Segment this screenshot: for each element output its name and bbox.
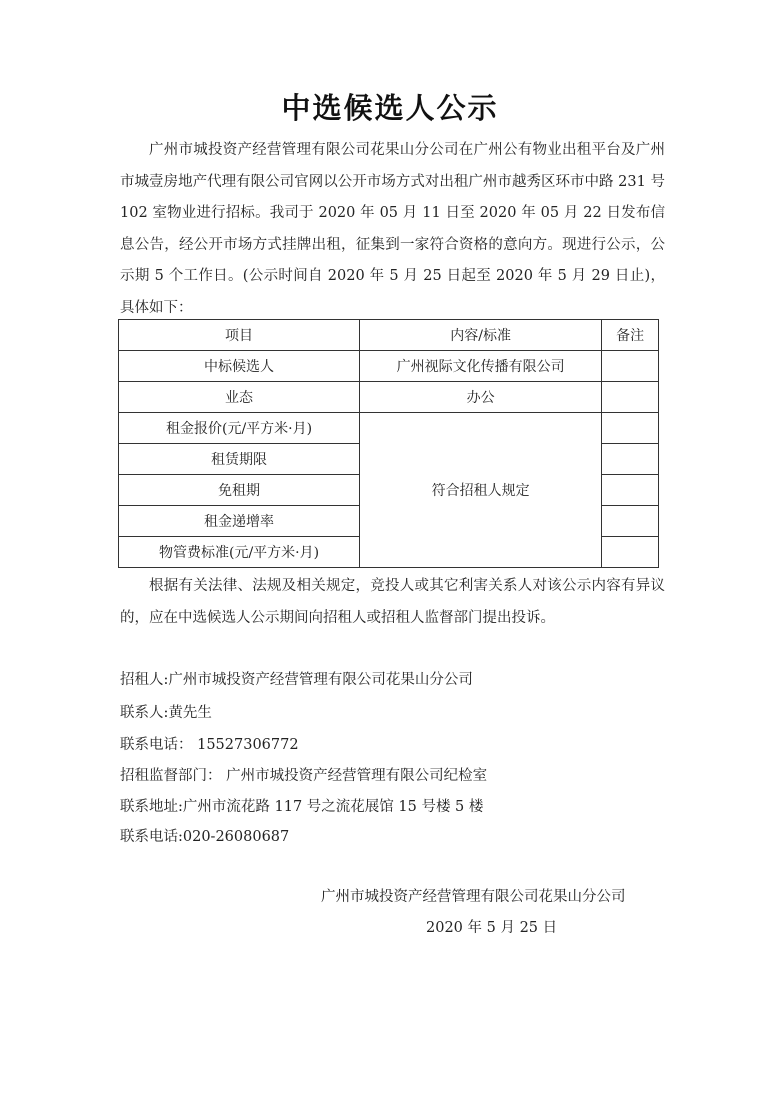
address-line: 联系地址:广州市流花路 117 号之流花展馆 15 号楼 5 楼 [120, 799, 484, 815]
header-item: 项目 [119, 320, 360, 351]
row-note [602, 413, 659, 444]
page-title: 中选候选人公示 [281, 91, 499, 125]
row-content: 广州视际文化传播有限公司 [360, 351, 602, 382]
row-note [602, 382, 659, 413]
row-item: 租金递增率 [119, 506, 360, 537]
row-note [602, 444, 659, 475]
signature-company: 广州市城投资产经营管理有限公司花果山分公司 [321, 889, 626, 905]
row-note [602, 475, 659, 506]
row-item: 免租期 [119, 475, 360, 506]
row-note [602, 506, 659, 537]
row-item: 中标候选人 [119, 351, 360, 382]
complaint-paragraph: 根据有关法律、法规及相关规定，竞投人或其它利害关系人对该公示内容有异议的，应在中选候选人公示期间向招租人或招租人监督部门提出投诉。 [120, 578, 665, 626]
supervisor-phone-line: 联系电话:020-26080687 [120, 829, 290, 845]
signature-date: 2020 年 5 月 25 日 [426, 920, 558, 936]
contact-person-line: 联系人:黄先生 [120, 705, 212, 721]
table-row [119, 351, 659, 382]
supervisor-line: 招租监督部门： 广州市城投资产经营管理有限公司纪检室 [120, 768, 488, 784]
row-note [602, 351, 659, 382]
table-header-row [119, 320, 659, 351]
row-item: 业态 [119, 382, 360, 413]
table-row [119, 413, 659, 444]
merged-content-cell: 符合招租人规定 [360, 413, 602, 568]
row-item: 租赁期限 [119, 444, 360, 475]
phone-line: 联系电话： 15527306772 [120, 737, 299, 753]
row-note [602, 537, 659, 568]
table-row [119, 382, 659, 413]
header-note: 备注 [602, 320, 659, 351]
candidate-table [118, 319, 659, 568]
intro-paragraph: 广州市城投资产经营管理有限公司花果山分公司在广州公有物业出租平台及广州市城壹房地产代理有限公司官网以公开市场方式对出租广州市越秀区环市中路 231 号 102 室物业进行招标。我司于 2020 年 05 月 11 日至 2020 年 05 月 22 日发布信息公告，经公开市场方式挂牌出租，征集到一家符合资格的意向方。现进行公示，公示期 5 个工作日。(公示时间自 2020 年 5 月 25 日起至 2020 年 5 月 29 日止)，具体如下： [120, 142, 665, 316]
row-item: 租金报价(元/平方米·月) [119, 413, 360, 444]
row-item: 物管费标准(元/平方米·月) [119, 537, 360, 568]
landlord-line: 招租人:广州市城投资产经营管理有限公司花果山分公司 [120, 672, 473, 688]
header-content: 内容/标准 [360, 320, 602, 351]
row-content: 办公 [360, 382, 602, 413]
